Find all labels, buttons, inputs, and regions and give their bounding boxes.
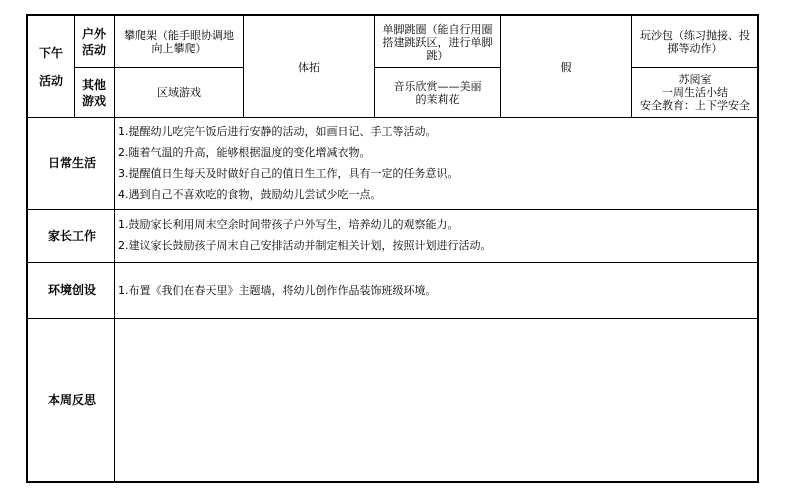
divider <box>74 67 244 68</box>
fri-outdoor-activity: 玩沙包（练习抛接、投掷等动作） <box>640 29 750 55</box>
fri-other-line: 苏阅室 <box>678 73 712 86</box>
parent-work-label: 家长工作 <box>47 228 96 243</box>
divider <box>28 262 758 263</box>
list-item: 3.提醒值日生每天及时做好自己的值日生工作，具有一定的任务意识。 <box>118 167 459 180</box>
mon-other-activity: 区域游戏 <box>157 86 201 99</box>
divider <box>28 209 758 210</box>
other-games-label: 其他游戏 <box>81 77 106 108</box>
wed-outdoor-activity: 单脚跳圈（能自行用圈搭建跳跃区，进行单脚跳） <box>382 22 493 62</box>
afternoon-label: 下午活动 <box>38 45 63 88</box>
thu-activity: 假 <box>560 60 572 74</box>
environment-list <box>118 280 437 301</box>
mon-outdoor-activity: 攀爬架（能手眼协调地向上攀爬） <box>124 29 234 55</box>
list-item: 1.提醒幼儿吃完午饭后进行安静的活动，如画日记、手工等活动。 <box>118 125 437 138</box>
fri-other-line: 一周生活小结 <box>662 86 728 99</box>
list-item: 4.遇到自己不喜欢吃的食物，鼓励幼儿尝试少吃一点。 <box>118 188 382 201</box>
reflection-content <box>116 319 756 481</box>
list-item: 2.随着气温的升高，能够根据温度的变化增减衣物。 <box>118 146 371 159</box>
wed-other-activity: 音乐欣赏——美丽的茉莉花 <box>393 79 482 106</box>
divider <box>374 67 501 68</box>
divider <box>631 67 758 68</box>
divider <box>114 16 115 483</box>
daily-life-list <box>118 121 459 205</box>
environment-label: 环境创设 <box>47 283 96 297</box>
parent-work-list <box>118 214 492 256</box>
reflection-label: 本周反思 <box>47 392 96 407</box>
list-item: 1.鼓励家长利用周末空余时间带孩子户外写生，培养幼儿的观察能力。 <box>118 218 459 231</box>
outdoor-label: 户外活动 <box>81 27 106 57</box>
list-item: 1.布置《我们在春天里》主题墙，将幼儿创作作品装饰班级环境。 <box>118 284 437 297</box>
fri-other-activity <box>633 69 757 116</box>
tue-activity: 体拓 <box>298 60 320 74</box>
divider <box>28 117 758 118</box>
fri-other-line: 安全教育：上下学安全 <box>640 99 750 112</box>
daily-life-label: 日常生活 <box>47 156 96 170</box>
list-item: 2.建议家长鼓励孩子周末自己安排活动并制定相关计划，按照计划进行活动。 <box>118 239 492 252</box>
